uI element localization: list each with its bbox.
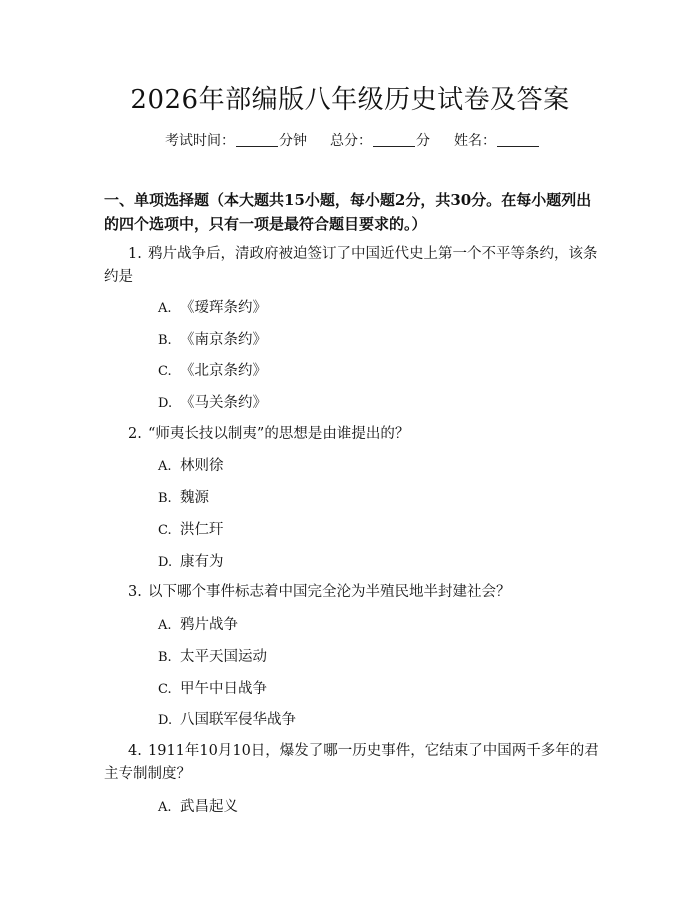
q3-option-c: C. 甲午中日战争 [158, 681, 267, 697]
q4-option-a: A. 武昌起义 [158, 799, 238, 815]
question-text: 以下哪个事件标志着中国完全沦为半殖民地半封建社会？ [148, 584, 511, 600]
question-number: 4. [128, 743, 142, 759]
question-2 [104, 423, 601, 446]
q1-option-c: C. 《北京条约》 [158, 363, 267, 379]
q3-option-d: D. 八国联军侵华战争 [158, 712, 296, 728]
question-3 [104, 581, 601, 604]
q2-option-b: B. 魏源 [158, 490, 209, 506]
student-name-field [454, 131, 540, 151]
section-heading: 一、单项选择题（本大题共15小题，每小题2分，共30分。在每小题列出的四个选项中，只有一项是最符合题目要求的。） [104, 191, 592, 233]
question-text: 鸦片战争后，清政府被迫签订了中国近代史上第一个不平等条约，该条约是 [104, 246, 598, 285]
q1-option-d: D. 《马关条约》 [158, 395, 267, 411]
total-score-field [330, 131, 430, 151]
q1-option-b: B. 《南京条约》 [158, 332, 267, 348]
question-number: 3. [128, 584, 142, 600]
q3-option-b: B. 太平天国运动 [158, 649, 267, 665]
question-number: 2. [128, 426, 142, 442]
question-number: 1. [128, 246, 142, 262]
exam-time-field [165, 131, 307, 151]
question-text: 1911年10月10日，爆发了哪一历史事件，它结束了中国两千多年的君主专制制度？ [104, 743, 599, 782]
student-name-label: 姓名： [454, 133, 496, 149]
q2-option-c: C. 洪仁玕 [158, 522, 224, 538]
student-name-blank[interactable] [497, 132, 539, 147]
q2-option-a: A. 林则徐 [158, 458, 224, 474]
question-text: “师夷长技以制夷”的思想是由谁提出的？ [148, 426, 410, 442]
page-title: 2026年部编版八年级历史试卷及答案 [130, 85, 570, 115]
q1-option-a: A. 《瑷珲条约》 [158, 300, 267, 316]
exam-time-blank[interactable] [236, 132, 278, 147]
total-score-unit: 分 [416, 133, 430, 149]
total-score-blank[interactable] [373, 132, 415, 147]
q2-option-d: D. 康有为 [158, 554, 224, 570]
exam-time-label: 考试时间： [165, 133, 235, 149]
q3-option-a: A. 鸦片战争 [158, 617, 238, 633]
exam-time-unit: 分钟 [279, 133, 307, 149]
question-1 [104, 243, 601, 289]
question-4 [104, 740, 601, 786]
total-score-label: 总分： [330, 133, 372, 149]
